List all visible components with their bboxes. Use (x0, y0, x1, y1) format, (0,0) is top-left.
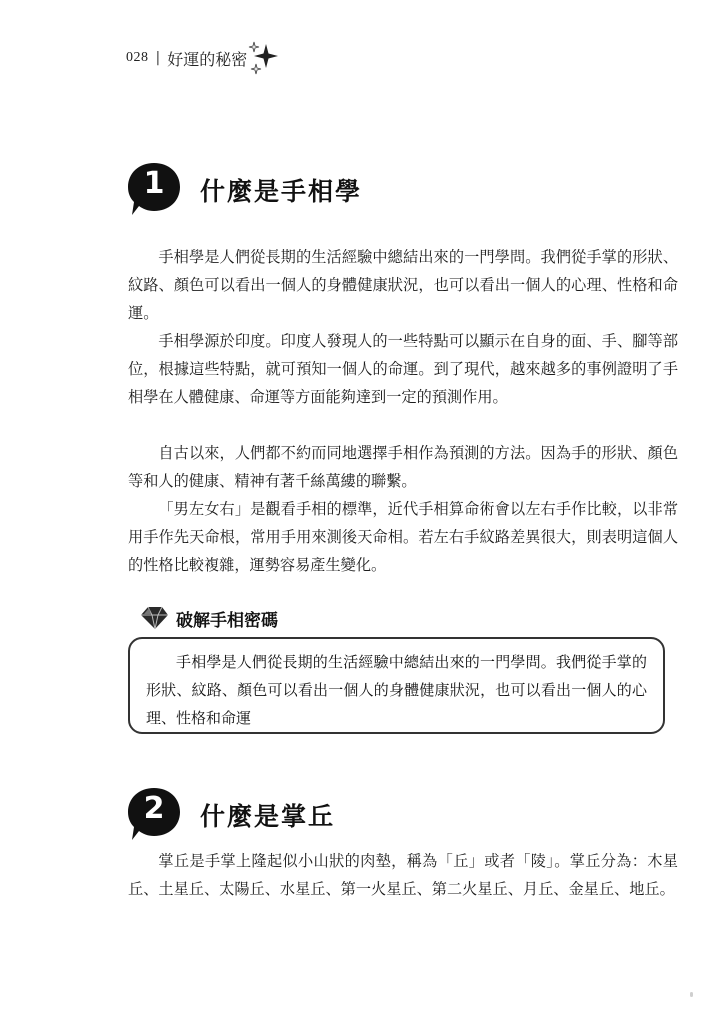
callout-box (128, 637, 665, 734)
body-paragraph: 手相學源於印度。印度人發現人的一些特點可以顯示在自身的面、手、腳等部位，根據這些特點，就可預知一個人的命運。到了現代，越來越多的事例證明了手相學在人體健康、命運等方面能夠達到一定的預測作用。 (128, 332, 678, 406)
body-paragraph: 「男左女右」是觀看手相的標準，近代手相算命術會以左右手作比較，以非常用手作先天命根，常用手用來測後天命相。若左右手紋路差異很大，則表明這個人的性格比較複雜，運勢容易產生變化。 (128, 500, 678, 574)
section-title: 什麼是手相學 (200, 177, 363, 206)
page-number: 028 (126, 50, 149, 65)
header-separator: | (155, 50, 161, 66)
callout-heading (138, 605, 278, 631)
section-number: 1 (143, 166, 165, 201)
body-paragraph: 自古以來，人們都不約而同地選擇手相作為預測的方法。因為手的形狀、顏色等和人的健康、精神有著千絲萬縷的聯繫。 (128, 444, 678, 490)
gem-icon (138, 605, 170, 631)
speech-bubble-badge-icon (128, 160, 186, 220)
speech-bubble-badge-icon (128, 785, 186, 845)
sparkle-icon (248, 40, 278, 76)
section-2-heading (128, 785, 335, 845)
body-paragraph: 手相學是人們從長期的生活經驗中總結出來的一門學問。我們從手掌的形狀、紋路、顏色可以看出一個人的身體健康狀況，也可以看出一個人的心理、性格和命運。 (128, 248, 678, 322)
book-title: 好運的秘密 (167, 49, 248, 69)
section-number: 2 (143, 791, 165, 826)
section-title: 什麼是掌丘 (200, 802, 336, 831)
running-header (126, 40, 278, 76)
body-paragraph: 掌丘是手掌上隆起似小山狀的肉墊，稱為「丘」或者「陵」。掌丘分為：木星丘、土星丘、太陽丘、水星丘、第一火星丘、第二火星丘、月丘、金星丘、地丘。 (128, 852, 678, 898)
callout-title: 破解手相密碼 (176, 610, 278, 631)
section-1-heading (128, 160, 362, 220)
page-mark (690, 992, 693, 997)
callout-text: 手相學是人們從長期的生活經驗中總結出來的一門學問。我們從手掌的形狀、紋路、顏色可以看出一個人的身體健康狀況，也可以看出一個人的心理、性格和命運 (146, 653, 647, 727)
